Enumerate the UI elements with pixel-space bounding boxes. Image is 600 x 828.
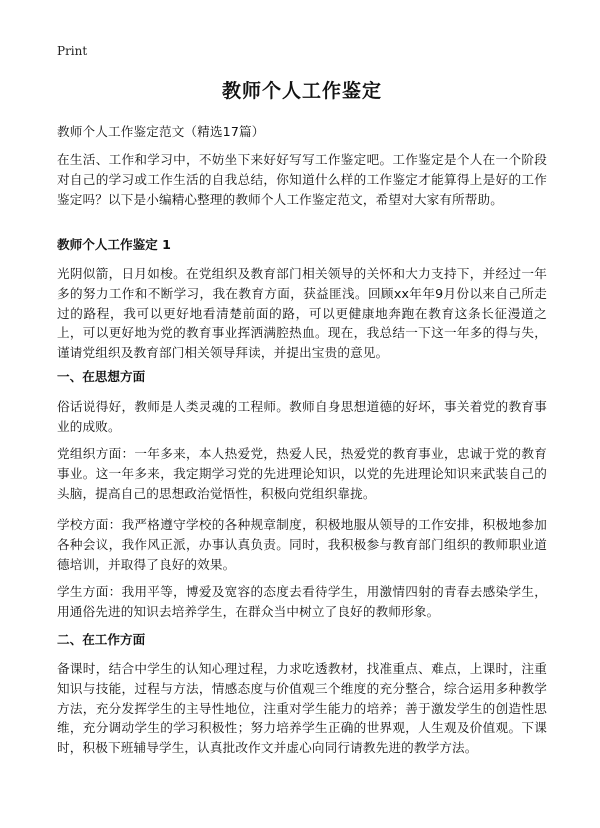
thought-paragraph-2: 党组织方面：一年多来，本人热爱党，热爱人民，热爱党的教育事业，忠诚于党的教育事业。这一年多来，我定期学习党的先进理论知识，以党的先进理论知识来武装自己的头脑，提高自己的思想政治觉悟性，积极向党组织靠拢。 — [57, 446, 547, 501]
thought-paragraph-3: 学校方面：我严格遵守学校的各种规章制度，积极地服从领导的工作安排，积极地参加各种会议，我作风正派，办事认真负责。同时，我积极参与教育部门组织的教师职业道德培训，并取得了良好的效果。 — [57, 517, 547, 572]
section-heading-1: 教师个人工作鉴定 1 — [57, 237, 171, 252]
work-paragraph-1: 备课时，结合中学生的认知心理过程，力求吃透教材，找准重点、难点，上课时，注重知识与技能，过程与方法，情感态度与价值观三个维度的充分整合，综合运用多种教学方法，充分发挥学生的主导性地位，注重对学生能力的培养；善于激发学生的创造性思维，充分调动学生的学习积极性；努力培养学生正确的世界观，人生观及价值观。下课时，积极下班辅导学生，认真批改作文并虚心向同行请教先进的教学方法。 — [57, 661, 547, 756]
document-subtitle: 教师个人工作鉴定范文（精选17篇） — [57, 124, 265, 139]
thought-paragraph-1: 俗话说得好，教师是人类灵魂的工程师。教师自身思想道德的好坏，事关着党的教育事业的成败。 — [57, 399, 547, 434]
section1-paragraph: 光阴似箭，日月如梭。在党组织及教育部门相关领导的关怀和大力支持下，并经过一年多的努力工作和不断学习，我在教育方面，获益匪浅。回顾xx年年9月份以来自己所走过的路程，我可以更好地看清楚前面的路，可以更健康地奔跑在教育这条长征漫道之上，可以更好地为党的教育事业挥洒满腔热血。现在，我总结一下这一年多的得与失，谨请党组织及教育部门相关领导拜读，并提出宝贵的意见。 — [57, 266, 547, 361]
page-title: 教师个人工作鉴定 — [221, 80, 382, 102]
intro-paragraph: 在生活、工作和学习中，不妨坐下来好好写写工作鉴定吧。工作鉴定是个人在一个阶段对自己的学习或工作生活的自我总结，你知道什么样的工作鉴定才能算得上是好的工作鉴定吗？以下是小编精心整理的教师个人工作鉴定范文，希望对大家有所帮助。 — [57, 152, 547, 207]
print-link[interactable]: Print — [57, 44, 88, 58]
heading-thought: 一、在思想方面 — [57, 369, 146, 384]
thought-paragraph-4: 学生方面：我用平等，博爱及宽容的态度去看待学生，用激情四射的青春去感染学生，用通俗先进的知识去培养学生，在群众当中树立了良好的教师形象。 — [57, 584, 547, 619]
heading-work: 二、在工作方面 — [57, 632, 146, 647]
